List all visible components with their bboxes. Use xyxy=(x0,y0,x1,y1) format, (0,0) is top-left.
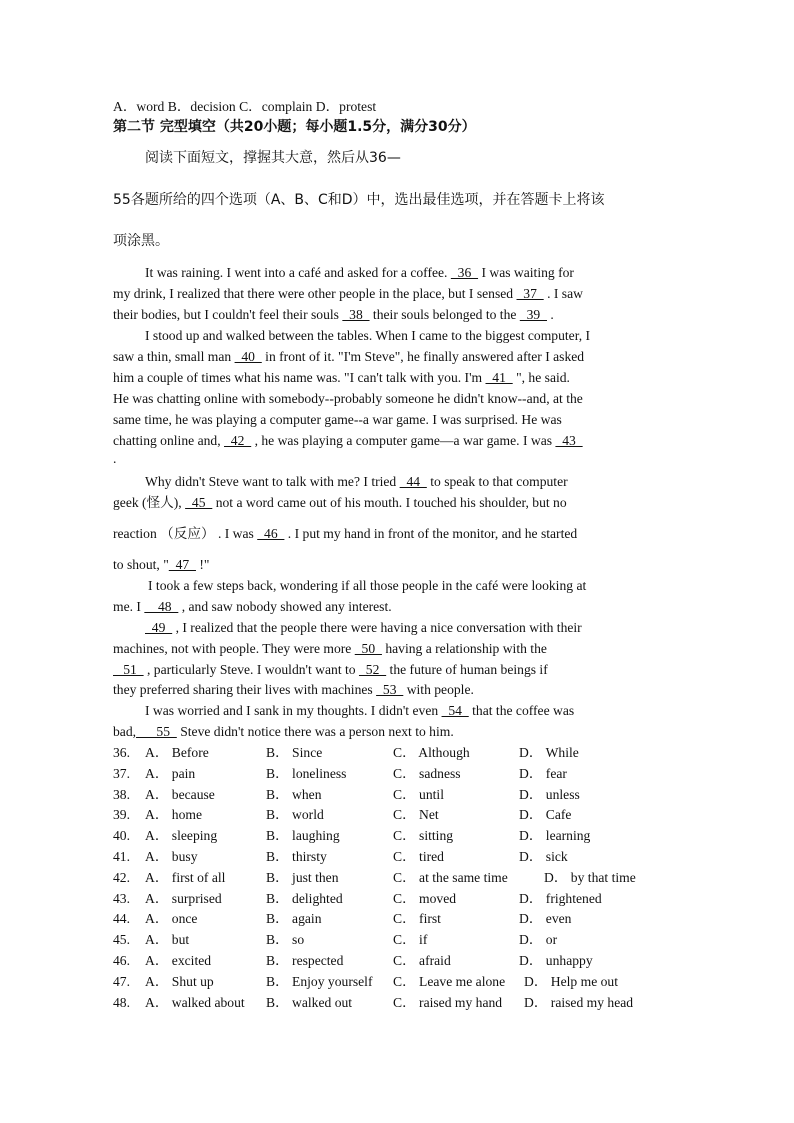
option-d: D． Help me out xyxy=(524,974,619,989)
passage-line: to shout, " 47 !" xyxy=(113,557,210,572)
option-c: C． Net xyxy=(393,807,439,822)
option-d: D． sick xyxy=(519,849,568,864)
option-d: D． unhappy xyxy=(519,953,593,968)
option-a: A． excited xyxy=(145,953,212,968)
passage-line: machines, not with people. They were more 50 having a relationship with the xyxy=(113,641,547,656)
passage-line: reaction （反应） . I was 46 . I put my hand in front of the monitor, and he started xyxy=(113,526,578,541)
passage-line: their bodies, but I couldn't feel their souls 38 their souls belonged to the 39 . xyxy=(113,307,554,322)
option-b: B． just then xyxy=(266,870,339,885)
option-a: A． because xyxy=(145,787,215,802)
question-number: 46. xyxy=(113,953,130,968)
option-a: A． home xyxy=(145,807,203,822)
passage-line: I stood up and walked between the tables. When I came to the biggest computer, I xyxy=(145,328,591,343)
option-a: A． sleeping xyxy=(145,828,218,843)
option-c: C． Leave me alone xyxy=(393,974,506,989)
question-number: 48. xyxy=(113,995,130,1010)
option-b: B． delighted xyxy=(266,891,343,906)
passage-line: I took a few steps back, wondering if all those people in the café were looking at xyxy=(148,578,587,593)
option-d: D． raised my head xyxy=(524,995,634,1010)
option-a: A． walked about xyxy=(145,995,245,1010)
blank-46: 46 xyxy=(257,526,285,541)
blank-55: 55 xyxy=(136,724,177,739)
question-number: 39. xyxy=(113,807,130,822)
option-d: D． frightened xyxy=(519,891,602,906)
instruction-line-3: 项涂黑。 xyxy=(113,233,169,249)
option-a: A． but xyxy=(145,932,190,947)
option-a: A． pain xyxy=(145,766,196,781)
option-d: D． learning xyxy=(519,828,591,843)
option-a: A． busy xyxy=(145,849,198,864)
option-c: C． first xyxy=(393,911,441,926)
option-b: B． so xyxy=(266,932,305,947)
option-b: B． loneliness xyxy=(266,766,347,781)
blank-53: 53 xyxy=(376,682,404,697)
passage-line: chatting online and, 42 , he was playing a computer game—a war game. I was 43 xyxy=(113,433,583,448)
blank-48: 48 xyxy=(144,599,179,614)
passage-line: 51 , particularly Steve. I wouldn't want to 52 the future of human beings if xyxy=(113,662,548,677)
passage-line: . xyxy=(113,451,117,466)
blank-37: 37 xyxy=(516,286,544,301)
blank-43: 43 xyxy=(555,433,583,448)
option-c: C． sitting xyxy=(393,828,454,843)
section-title: 第二节 完型填空（共20小题；每小题1.5分，满分30分） xyxy=(113,119,476,135)
passage-line: they preferred sharing their lives with machines 53 with people. xyxy=(113,682,474,697)
question-number: 36. xyxy=(113,745,130,760)
option-d: D． unless xyxy=(519,787,580,802)
blank-40: 40 xyxy=(234,349,262,364)
question-number: 41. xyxy=(113,849,130,864)
question-number: 43. xyxy=(113,891,130,906)
option-c: C． until xyxy=(393,787,444,802)
question-number: 38. xyxy=(113,787,130,802)
blank-42: 42 xyxy=(224,433,252,448)
passage-line: him a couple of times what his name was. "I can't talk with you. I'm 41 ", he said. xyxy=(113,370,570,385)
option-a: A． surprised xyxy=(145,891,222,906)
option-b: B． Since xyxy=(266,745,323,760)
passage-line: geek (怪人), 45 not a word came out of his mouth. I touched his shoulder, but no xyxy=(113,495,567,510)
blank-49: 49 xyxy=(145,620,173,635)
question-number: 37. xyxy=(113,766,130,781)
question-number: 42. xyxy=(113,870,130,885)
passage-line: my drink, I realized that there were other people in the place, but I sensed 37 . I saw xyxy=(113,286,583,301)
option-b: B． thirsty xyxy=(266,849,327,864)
blank-38: 38 xyxy=(342,307,370,322)
option-c: C． afraid xyxy=(393,953,451,968)
passage-line: He was chatting online with somebody--probably someone he didn't know--and, at the xyxy=(113,391,583,406)
option-d: D． by that time xyxy=(544,870,636,885)
passage-line: same time, he was playing a computer game--a war game. I was surprised. He was xyxy=(113,412,562,427)
blank-47: 47 xyxy=(168,557,196,572)
option-c: C． sadness xyxy=(393,766,461,781)
option-c: C． Although xyxy=(393,745,470,760)
passage-line: 49 , I realized that the people there were having a nice conversation with their xyxy=(145,620,582,635)
instruction-line-2: 55各题所给的四个选项（A、B、C和D）中，选出最佳选项，并在答题卡上将该 xyxy=(113,192,605,208)
option-d: D． fear xyxy=(519,766,567,781)
blank-45: 45 xyxy=(185,495,213,510)
option-c: C． if xyxy=(393,932,428,947)
option-b: B． Enjoy yourself xyxy=(266,974,373,989)
question-number: 44. xyxy=(113,911,130,926)
option-d: D． While xyxy=(519,745,579,760)
option-a: A． Shut up xyxy=(145,974,214,989)
blank-51: 51 xyxy=(113,662,144,677)
passage-line: me. I 48 , and saw nobody showed any interest. xyxy=(113,599,392,614)
blank-36: 36 xyxy=(450,265,479,280)
option-b: B． laughing xyxy=(266,828,340,843)
question-number: 40. xyxy=(113,828,130,843)
option-c: C． tired xyxy=(393,849,444,864)
option-a: A． once xyxy=(145,911,198,926)
blank-50: 50 xyxy=(354,641,382,656)
option-d: D． Cafe xyxy=(519,807,572,822)
option-b: B． walked out xyxy=(266,995,353,1010)
instruction-line-1: 阅读下面短文，撑握其大意，然后从36— xyxy=(145,150,401,166)
passage-line: I was worried and I sank in my thoughts. I didn't even 54 that the coffee was xyxy=(145,703,575,718)
blank-52: 52 xyxy=(358,662,387,677)
option-b: B． when xyxy=(266,787,322,802)
option-b: B． again xyxy=(266,911,322,926)
passage-line: Why didn't Steve want to talk with me? I tried 44 to speak to that computer xyxy=(145,474,568,489)
option-c: C． at the same time xyxy=(393,870,508,885)
passage-line: saw a thin, small man 40 in front of it. "I'm Steve", he finally answered after I asked xyxy=(113,349,585,364)
option-d: D． even xyxy=(519,911,572,926)
option-c: C． raised my hand xyxy=(393,995,503,1010)
blank-44: 44 xyxy=(399,474,427,489)
blank-54: 54 xyxy=(441,703,469,718)
passage-line: It was raining. I went into a café and asked for a coffee. 36 I was waiting for xyxy=(145,265,574,280)
option-a: A． first of all xyxy=(145,870,226,885)
blank-41: 41 xyxy=(485,370,513,385)
passage-line: bad, 55 Steve didn't notice there was a person next to him. xyxy=(113,724,454,739)
option-d: D． or xyxy=(519,932,558,947)
question-number: 45. xyxy=(113,932,130,947)
question-number: 47. xyxy=(113,974,130,989)
option-c: C． moved xyxy=(393,891,457,906)
option-a: A． Before xyxy=(145,745,209,760)
option-b: B． world xyxy=(266,807,324,822)
option-b: B． respected xyxy=(266,953,344,968)
blank-39: 39 xyxy=(519,307,547,322)
previous-options-line: A．word B．decision C．complain D．protest xyxy=(113,99,377,114)
